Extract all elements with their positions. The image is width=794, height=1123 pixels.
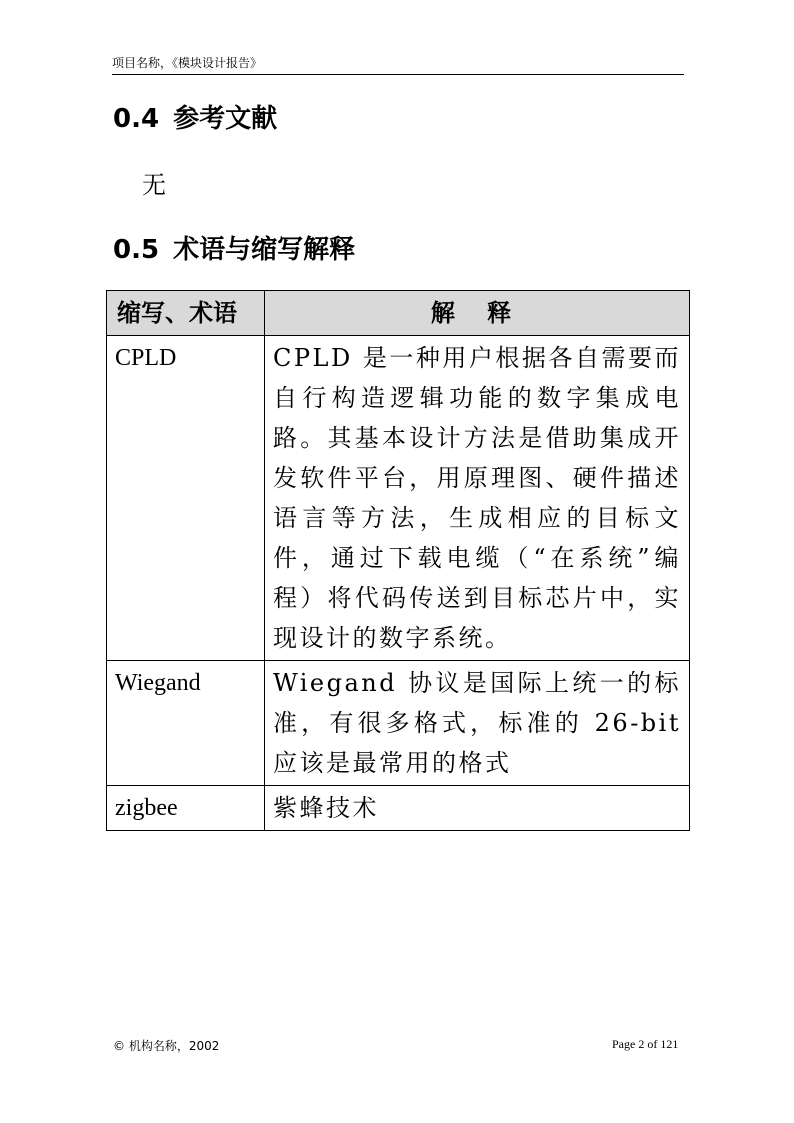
column-header-term: 缩写、术语 — [107, 291, 265, 336]
table-row — [107, 661, 690, 786]
section-heading-terms — [113, 232, 355, 268]
term-cell: zigbee — [107, 786, 265, 831]
description-cell: 紫蜂技术 — [265, 786, 690, 831]
footer-copyright: © 机构名称，2002 — [113, 1039, 220, 1053]
section-number: 0.4 — [113, 104, 160, 134]
term-cell: CPLD — [107, 336, 265, 661]
description-cell: CPLD 是一种用户根据各自需要而自行构造逻辑功能的数字集成电路。其基本设计方法是借助集成开发软件平台，用原理图、硬件描述语言等方法，生成相应的目标文件，通过下载电缆（“在系统”编程）将代码传送到目标芯片中，实现设计的数字系统。 — [265, 336, 690, 661]
term-cell: Wiegand — [107, 661, 265, 786]
section-title: 参考文献 — [173, 104, 278, 134]
table-row — [107, 786, 690, 831]
page-header: 项目名称，《模块设计报告》 — [112, 55, 684, 75]
table-header-row — [107, 291, 690, 336]
table-row — [107, 336, 690, 661]
section-number: 0.5 — [113, 235, 160, 265]
terms-table — [106, 290, 690, 831]
column-header-explanation: 解 释 — [265, 291, 690, 336]
footer-page-number: Page 2 of 121 — [612, 1037, 679, 1051]
description-cell: Wiegand 协议是国际上统一的标准，有很多格式，标准的 26-bit 应该是最常用的格式 — [265, 661, 690, 786]
section-heading-references — [113, 101, 277, 137]
section-title: 术语与缩写解释 — [173, 235, 356, 265]
references-body: 无 — [142, 171, 166, 199]
